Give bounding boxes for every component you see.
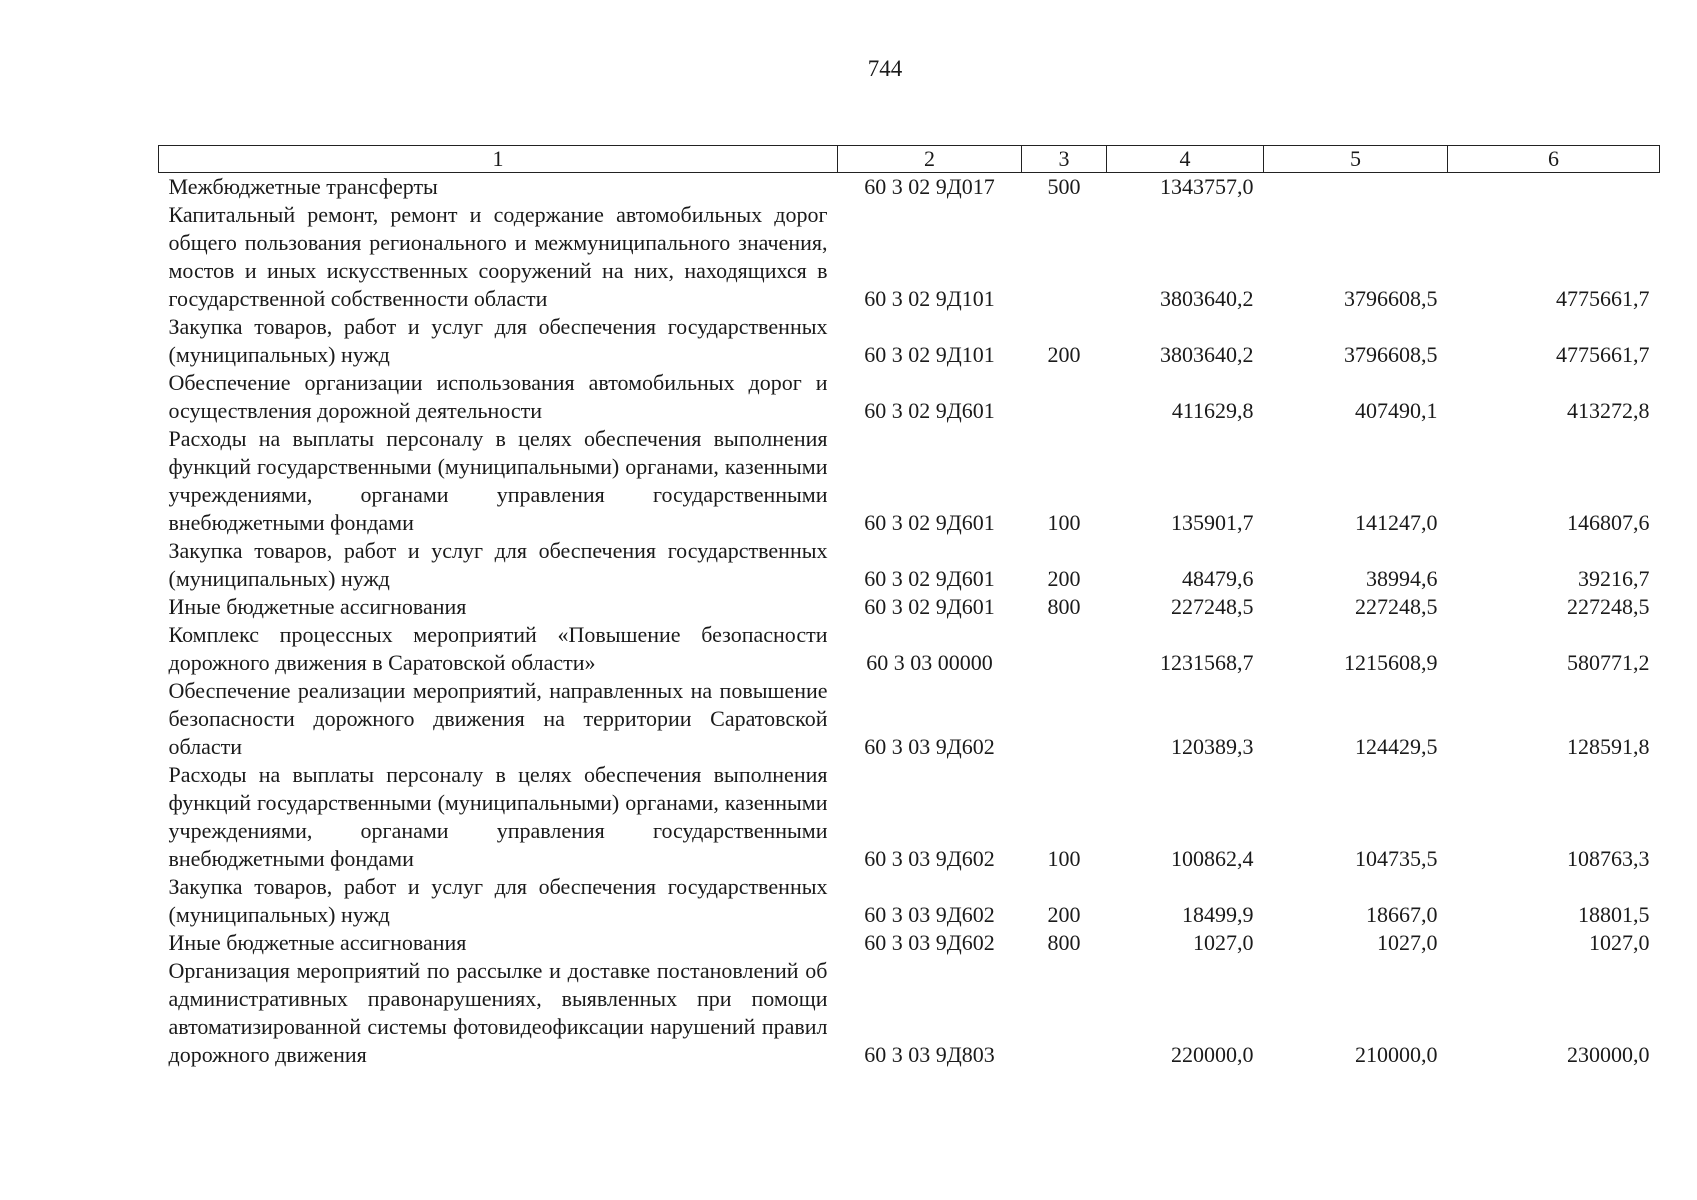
amount-col6-cell [1448, 173, 1660, 202]
target-code-cell: 60 3 02 9Д601 [864, 594, 995, 619]
expense-type-cell [1022, 677, 1107, 761]
item-name-cell: Закупка товаров, работ и услуг для обеспечения государственных (муниципальных) нужд [168, 874, 828, 927]
target-code-cell: 60 3 03 9Д803 [864, 1042, 995, 1067]
item-name-cell: Межбюджетные трансферты [168, 174, 438, 199]
item-name-cell: Обеспечение организации использования автомобильных дорог и осуществления дорожной деятельности [168, 370, 828, 423]
amount-col5-cell [1264, 173, 1448, 202]
target-code-cell: 60 3 02 9Д601 [864, 510, 995, 535]
amount-col5-cell: 210000,0 [1355, 1042, 1438, 1067]
expense-type-cell [1022, 369, 1107, 425]
column-header: 4 [1107, 146, 1264, 173]
table-row [159, 957, 1660, 1069]
amount-col6-cell: 227248,5 [1567, 594, 1650, 619]
item-name-cell: Обеспечение реализации мероприятий, направленных на повышение безопасности дорожного движения на территории Саратовской области [168, 678, 828, 759]
target-code-cell: 60 3 03 9Д602 [864, 930, 995, 955]
amount-col6-cell: 230000,0 [1567, 1042, 1650, 1067]
target-code-cell: 60 3 02 9Д601 [864, 566, 995, 591]
amount-col4-cell: 3803640,2 [1160, 286, 1254, 311]
item-name-cell: Комплекс процессных мероприятий «Повышение безопасности дорожного движения в Саратовской области» [168, 622, 828, 675]
item-name-cell: Иные бюджетные ассигнования [168, 930, 467, 955]
amount-col6-cell: 146807,6 [1567, 510, 1650, 535]
amount-col5-cell: 1215608,9 [1344, 650, 1438, 675]
amount-col4-cell: 227248,5 [1171, 594, 1254, 619]
target-code-cell: 60 3 02 9Д601 [864, 398, 995, 423]
column-header: 3 [1022, 146, 1107, 173]
amount-col4-cell: 1343757,0 [1160, 174, 1254, 199]
amount-col6-cell: 4775661,7 [1556, 342, 1650, 367]
expense-type-cell [1022, 201, 1107, 313]
item-name-cell: Закупка товаров, работ и услуг для обеспечения государственных (муниципальных) нужд [168, 538, 828, 591]
column-header: 5 [1264, 146, 1448, 173]
target-code-cell: 60 3 02 9Д101 [864, 342, 995, 367]
item-name-cell: Организация мероприятий по рассылке и доставке постановлений об административных правонарушениях, выявленных при помощи автоматизированной системы фотовидеофиксации нарушений правил дорожного движения [168, 958, 828, 1067]
expense-type-cell: 800 [1047, 594, 1081, 619]
amount-col6-cell: 580771,2 [1567, 650, 1650, 675]
expense-type-cell [1022, 957, 1107, 1069]
amount-col6-cell: 1027,0 [1589, 930, 1650, 955]
amount-col6-cell: 39216,7 [1578, 566, 1650, 591]
expense-type-cell [1022, 621, 1107, 677]
amount-col5-cell: 227248,5 [1355, 594, 1438, 619]
table-row [159, 593, 1660, 621]
expense-type-cell: 100 [1047, 510, 1081, 535]
amount-col4-cell: 120389,3 [1171, 734, 1254, 759]
expense-type-cell: 800 [1047, 930, 1081, 955]
column-header: 2 [838, 146, 1022, 173]
amount-col4-cell: 18499,9 [1182, 902, 1254, 927]
target-code-cell: 60 3 03 9Д602 [864, 902, 995, 927]
item-name-cell: Расходы на выплаты персоналу в целях обеспечения выполнения функций государственными (муниципальными) органами, казенными учреждениями, органами управления государственными внебюджетными фондами [168, 426, 828, 535]
table-row [159, 537, 1660, 593]
table-row [159, 761, 1660, 873]
expense-type-cell: 100 [1047, 846, 1081, 871]
column-number-header [159, 146, 1660, 173]
amount-col6-cell: 128591,8 [1567, 734, 1650, 759]
amount-col5-cell: 3796608,5 [1344, 286, 1438, 311]
expense-type-cell: 500 [1047, 174, 1081, 199]
amount-col5-cell: 141247,0 [1355, 510, 1438, 535]
amount-col4-cell: 220000,0 [1171, 1042, 1254, 1067]
target-code-cell: 60 3 03 9Д602 [864, 846, 995, 871]
column-header: 6 [1448, 146, 1660, 173]
item-name-cell: Расходы на выплаты персоналу в целях обеспечения выполнения функций государственными (муниципальными) органами, казенными учреждениями, органами управления государственными внебюджетными фондами [168, 762, 828, 871]
amount-col5-cell: 407490,1 [1355, 398, 1438, 423]
target-code-cell: 60 3 03 9Д602 [864, 734, 995, 759]
amount-col4-cell: 1231568,7 [1160, 650, 1254, 675]
table-row [159, 621, 1660, 677]
item-name-cell: Капитальный ремонт, ремонт и содержание автомобильных дорог общего пользования регионального и межмуниципального значения, мостов и иных искусственных сооружений на них, находящихся в государственной собственности области [168, 202, 828, 311]
amount-col4-cell: 100862,4 [1171, 846, 1254, 871]
table-row [159, 201, 1660, 313]
item-name-cell: Иные бюджетные ассигнования [168, 594, 467, 619]
amount-col5-cell: 104735,5 [1355, 846, 1438, 871]
target-code-cell: 60 3 02 9Д017 [864, 174, 995, 199]
table-body [159, 173, 1660, 1070]
table-row [159, 173, 1660, 202]
amount-col6-cell: 18801,5 [1578, 902, 1650, 927]
table-row [159, 929, 1660, 957]
amount-col4-cell: 3803640,2 [1160, 342, 1254, 367]
expense-type-cell: 200 [1047, 902, 1081, 927]
amount-col5-cell: 1027,0 [1377, 930, 1438, 955]
amount-col6-cell: 108763,3 [1567, 846, 1650, 871]
table-row [159, 313, 1660, 369]
amount-col6-cell: 4775661,7 [1556, 286, 1650, 311]
amount-col4-cell: 48479,6 [1182, 566, 1254, 591]
amount-col5-cell: 18667,0 [1366, 902, 1438, 927]
amount-col5-cell: 3796608,5 [1344, 342, 1438, 367]
table-row [159, 873, 1660, 929]
amount-col5-cell: 38994,6 [1366, 566, 1438, 591]
target-code-cell: 60 3 03 00000 [866, 650, 993, 675]
amount-col4-cell: 135901,7 [1171, 510, 1254, 535]
column-header: 1 [159, 146, 838, 173]
item-name-cell: Закупка товаров, работ и услуг для обеспечения государственных (муниципальных) нужд [168, 314, 828, 367]
budget-table [158, 145, 1660, 1069]
expense-type-cell: 200 [1047, 342, 1081, 367]
amount-col6-cell: 413272,8 [1567, 398, 1650, 423]
table-row [159, 369, 1660, 425]
target-code-cell: 60 3 02 9Д101 [864, 286, 995, 311]
amount-col4-cell: 1027,0 [1193, 930, 1254, 955]
page-number: 744 [867, 56, 903, 81]
amount-col4-cell: 411629,8 [1171, 398, 1254, 423]
expense-type-cell: 200 [1047, 566, 1081, 591]
table-row [159, 677, 1660, 761]
amount-col5-cell: 124429,5 [1355, 734, 1438, 759]
table-row [159, 425, 1660, 537]
